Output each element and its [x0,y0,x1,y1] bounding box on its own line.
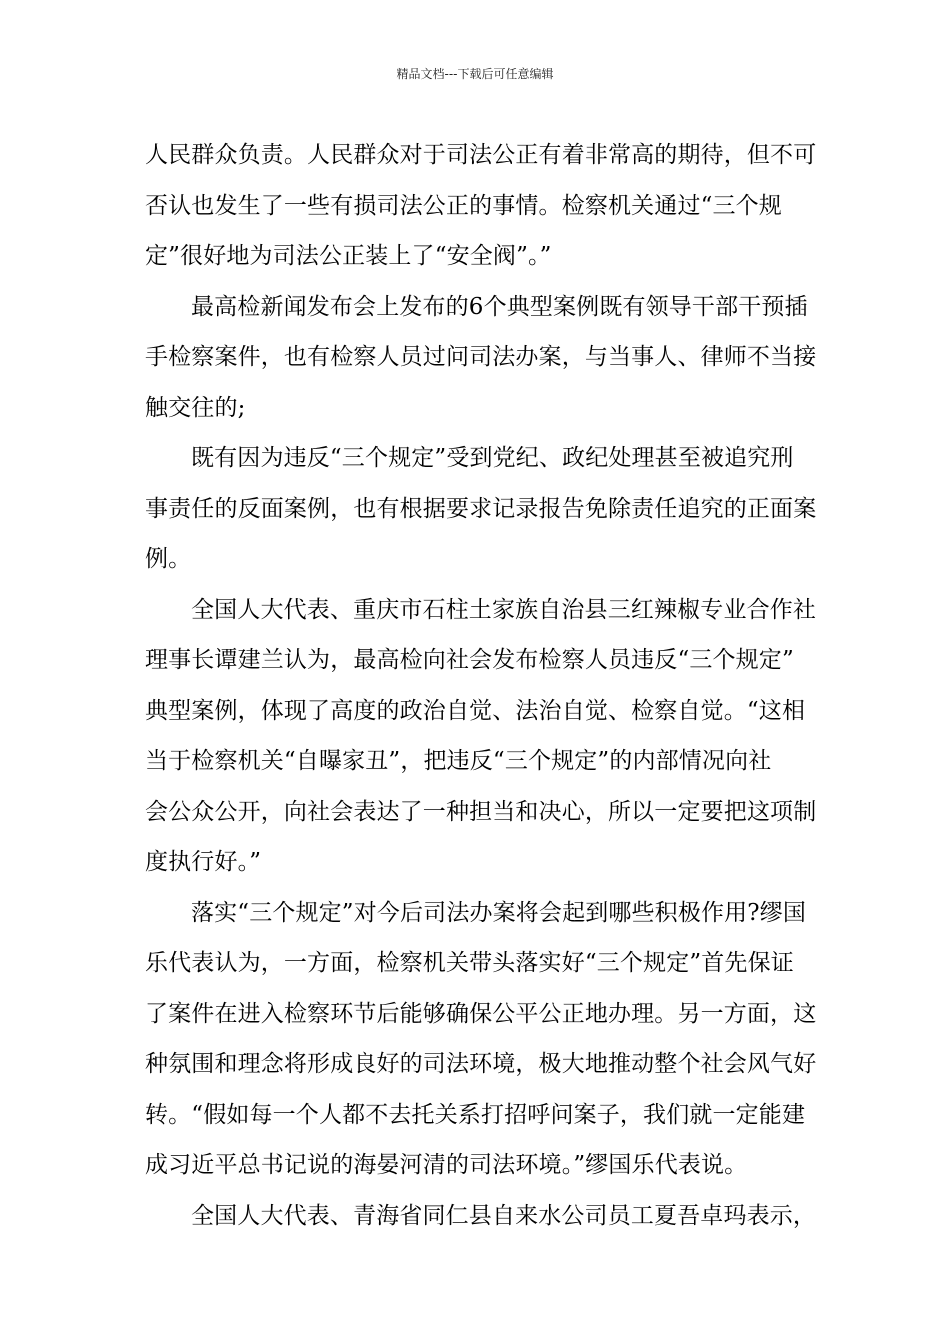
text-line: 否认也发生了一些有损司法公正的事情。检察机关通过“三个规 [145,192,782,219]
text-line: 例。 [145,546,192,572]
text-line: 全国人大代表、青海省同仁县自来水公司员工夏吾卓玛表示， [191,1202,817,1229]
text-line: 成习近平总书记说的海晏河清的司法环境。”缪国乐代表说。 [145,1152,748,1178]
text-line: 定”很好地为司法公正装上了“安全阀”。” [145,243,552,269]
text-line: 全国人大代表、重庆市石柱土家族自治县三红辣椒专业合作社 [191,596,817,623]
text-line: 事责任的反面案例，也有根据要求记录报告免除责任追究的正面案 [145,495,817,522]
text-line: 既有因为违反“三个规定”受到党纪、政纪处理甚至被追究刑 [191,445,794,471]
text-line: 了案件在进入检察环节后能够确保公平公正地办理。另一方面，这 [145,1000,817,1027]
text-line: 典型案例，体现了高度的政治自觉、法治自觉、检察自觉。“这相 [145,697,806,724]
text-line: 落实“三个规定”对今后司法办案将会起到哪些积极作用?缪国 [191,899,807,926]
document-body [145,130,817,1241]
text-line: 人民群众负责。人民群众对于司法公正有着非常高的期待，但不可 [145,142,817,168]
text-line: 度执行好。” [145,849,262,875]
text-line: 种氛围和理念将形成良好的司法环境，极大地推动整个社会风气好 [145,1051,817,1077]
text-line: 理事长谭建兰认为，最高检向社会发布检察人员违反“三个规定” [145,647,794,673]
text-line: 最高检新闻发布会上发布的6个典型案例既有领导干部干预插 [191,293,808,320]
text-line: 转。“假如每一个人都不去托关系打招呼问案子，我们就一定能建 [145,1101,806,1128]
text-line: 会公众公开，向社会表达了一种担当和决心，所以一定要把这项制 [145,798,817,825]
page-header: 精品文档---下载后可任意编辑 [396,67,554,81]
text-line: 手检察案件，也有检察人员过问司法办案，与当事人、律师不当接 [145,344,817,370]
text-line: 乐代表认为，一方面，检察机关带头落实好“三个规定”首先保证 [145,950,794,976]
text-line: 当于检察机关“自曝家丑”，把违反“三个规定”的内部情况向社 [145,748,772,774]
text-line: 触交往的; [145,394,246,421]
